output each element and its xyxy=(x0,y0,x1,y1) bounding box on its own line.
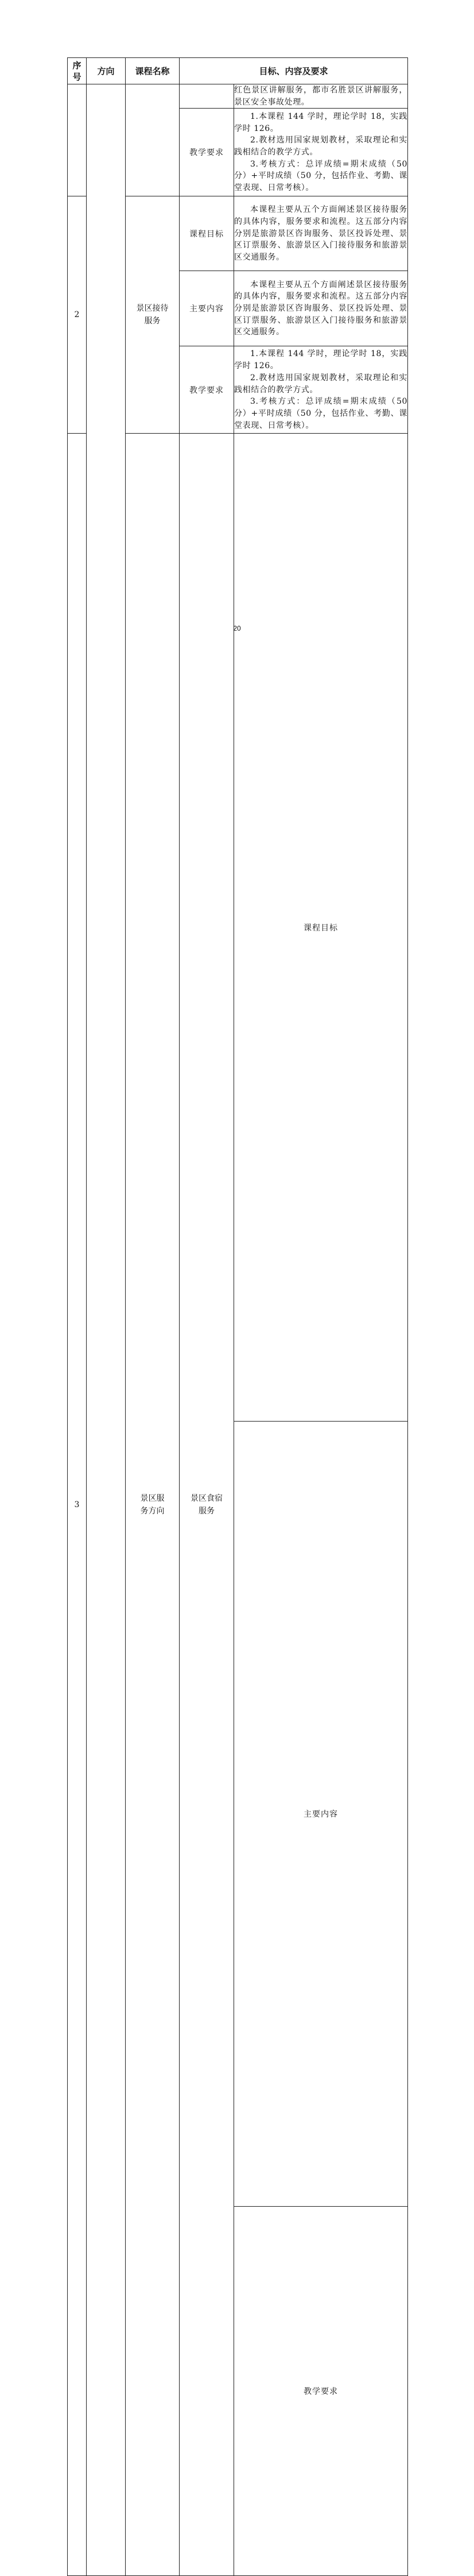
main-content-text: 本课程主要从五个方面阐述景区接待服务的具体内容，服务要求和流程。这五部分内容分别是旅游景区咨询服务、景区投诉处理、景区订票服务、旅游景区入门接待服务和旅游景区交通服务。 xyxy=(234,280,408,337)
teaching-requirements-label: 教学要求 xyxy=(180,346,234,434)
requirement-item: 2.教材选用国家规划教材，采取理论和实践相结合的教学方式。 xyxy=(234,136,408,157)
label-cell-empty xyxy=(180,84,234,109)
content-cell xyxy=(234,84,408,109)
teaching-requirements-label: 教学要求 xyxy=(180,109,234,196)
course-goal-cell xyxy=(234,196,408,271)
table-row xyxy=(68,84,408,109)
course-name-cell: 景区接待 服务 xyxy=(126,196,180,434)
requirement-item: 3.考核方式：总评成绩=期末成绩（50 分）+平时成绩（50 分，包括作业、考勤、课堂表现、日常考核）。 xyxy=(234,397,408,430)
direction-cell-empty xyxy=(87,84,126,2576)
content-text: 红色景区讲解服务，都市名胜景区讲解服务，景区安全事故处理。 xyxy=(234,86,408,107)
seq-cell: 3 xyxy=(68,434,87,2576)
requirement-item: 1.本课程 144 学时，理论学时 18，实践学时 126。 xyxy=(234,349,408,371)
course-name-cell: 景区食宿 服务 xyxy=(180,434,234,2576)
main-content-label: 主要内容 xyxy=(180,271,234,346)
course-goal-label: 课程目标 xyxy=(180,196,234,271)
requirement-item: 3.考核方式：总评成绩=期末成绩（50 分）+平时成绩（50 分，包括作业、考勤、课堂表现、日常考核）。 xyxy=(234,159,408,193)
header-seq: 序 号 xyxy=(68,58,87,84)
header-course-name: 课程名称 xyxy=(126,58,180,84)
teaching-requirements-label: 教学要求 xyxy=(234,2207,408,2576)
seq-cell: 2 xyxy=(68,196,87,434)
course-name-cell-empty xyxy=(126,84,180,196)
seq-cell-empty xyxy=(68,84,87,196)
requirement-item: 2.教材选用国家规划教材，采取理论和实践相结合的教学方式。 xyxy=(234,373,408,395)
course-goal-label: 课程目标 xyxy=(234,434,408,1421)
header-objectives: 目标、内容及要求 xyxy=(180,58,408,84)
teaching-requirements-cell xyxy=(234,109,408,196)
main-content-label: 主要内容 xyxy=(234,1421,408,2206)
main-content-cell xyxy=(234,271,408,346)
header-direction: 方向 xyxy=(87,58,126,84)
page-number: 20 xyxy=(233,624,241,632)
requirement-item: 1.本课程 144 学时，理论学时 18，实践学时 126。 xyxy=(234,111,408,133)
direction-cell: 景区服 务方向 xyxy=(126,434,180,2576)
course-goal-text: 本课程主要从五个方面阐述景区接待服务的具体内容，服务要求和流程。这五部分内容分别是旅游景区咨询服务、景区投诉处理、景区订票服务、旅游景区入门接待服务和旅游景区交通服务。 xyxy=(234,205,408,262)
teaching-requirements-cell xyxy=(234,346,408,434)
table-header-row xyxy=(68,58,408,84)
course-table xyxy=(67,57,408,2576)
